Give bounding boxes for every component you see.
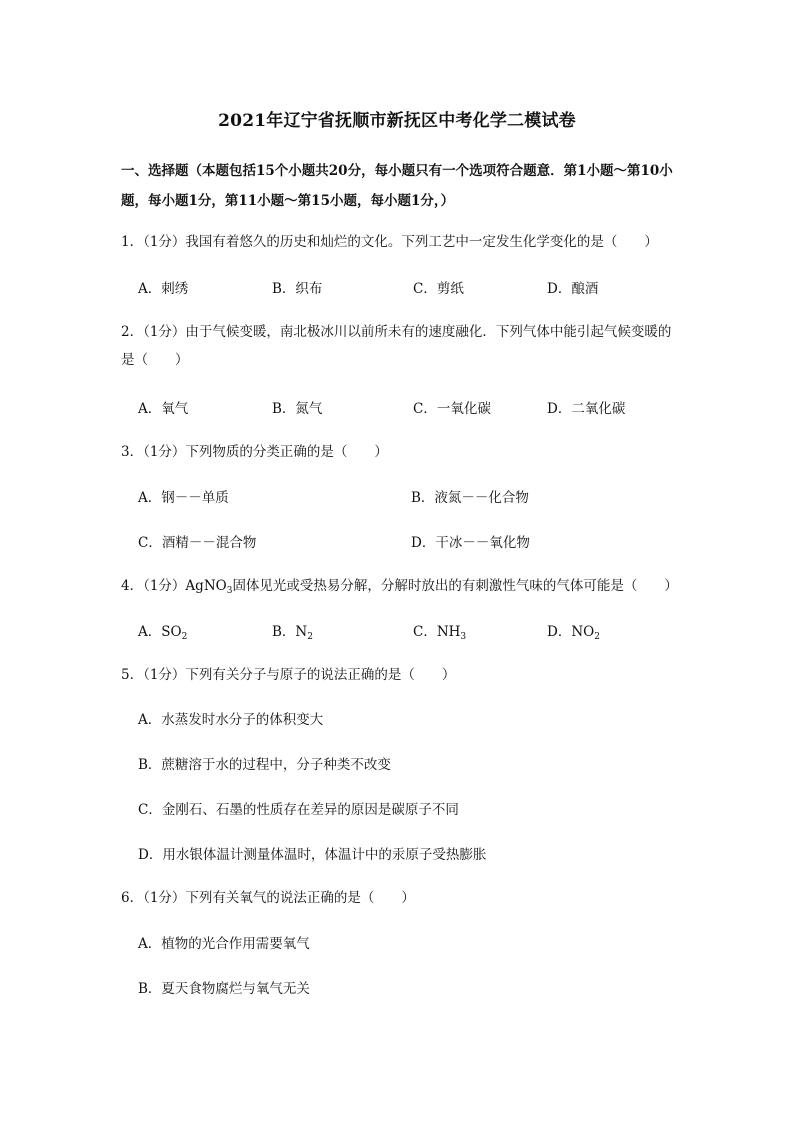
option-d: D．用水银体温计测量体温时，体温计中的汞原子受热膨胀: [138, 847, 487, 863]
option-d-subscript: 2: [594, 632, 600, 642]
option-d-text: D．NO: [547, 624, 595, 640]
option-c: C．一氧化碳: [413, 401, 491, 417]
question-6-stem: 6．（1分）下列有关氧气的说法正确的是（ ）: [121, 890, 415, 906]
question-1-stem: 1．（1分）我国有着悠久的历史和灿烂的文化。下列工艺中一定发生化学变化的是（ ）: [121, 234, 658, 250]
option-b: B．液氮－－化合物: [411, 490, 529, 506]
option-d: D．二氧化碳: [547, 401, 626, 417]
option-d: D．干冰－－氧化物: [411, 535, 530, 551]
stem-prefix: 4．（1分）AgNO: [121, 578, 227, 594]
option-b: B．织布: [272, 281, 323, 297]
option-a: A．氧气: [138, 401, 189, 417]
option-a-text: A．SO: [138, 624, 182, 640]
stem-suffix: 固体见光或受热易分解，分解时放出的有刺激性气味的气体可能是（ ）: [232, 578, 678, 594]
section-header: 一、选择题（本题包括15个小题共20分，每小题只有一个选项符合题意．第1小题～第10小题，每小题1分，第11小题～第15小题，每小题1分，）: [121, 163, 673, 209]
question-3-options-row2: [138, 531, 698, 555]
option-c: [413, 620, 466, 640]
option-a: [138, 620, 187, 640]
option-a: A．水蒸发时水分子的体积变大: [138, 712, 324, 728]
option-b-subscript: 2: [307, 632, 313, 642]
option-d: [547, 620, 600, 640]
option-b: B．夏天食物腐烂与氧气无关: [138, 981, 310, 997]
question-4-stem: [121, 572, 681, 600]
option-b: B．氮气: [272, 401, 323, 417]
option-c-subscript: 3: [460, 632, 467, 642]
page-title: 2021年辽宁省抚顺市新抚区中考化学二模试卷: [218, 111, 576, 131]
question-4-options: [138, 620, 698, 644]
question-5-stem: 5．（1分）下列有关分子与原子的说法正确的是（ ）: [121, 667, 456, 683]
option-d: D．酿酒: [547, 281, 599, 297]
question-3-options-row1: [138, 486, 698, 510]
option-a: A．刺绣: [138, 281, 189, 297]
option-a: A．钢－－单质: [138, 490, 229, 506]
option-c: C．酒精－－混合物: [138, 535, 257, 551]
option-b: [272, 620, 313, 640]
option-c-text: C．NH: [413, 624, 461, 640]
option-a-subscript: 2: [181, 632, 188, 642]
option-a: A．植物的光合作用需要氧气: [138, 936, 310, 952]
question-2-options: [138, 397, 698, 421]
stem-subscript: 3: [226, 586, 233, 596]
option-b: B．蔗糖溶于水的过程中，分子种类不改变: [138, 757, 391, 773]
option-b-text: B．N: [272, 624, 308, 640]
option-c: C．剪纸: [413, 281, 464, 297]
question-2-stem: 2．（1分）由于气候变暖，南北极冰川以前所未有的速度融化．下列气体中能引起气候变暖的是（ ）: [121, 324, 672, 368]
question-3-stem: 3．（1分）下列物质的分类正确的是（ ）: [121, 444, 388, 460]
option-c: C．金刚石、石墨的性质存在差异的原因是碳原子不同: [138, 802, 459, 818]
question-1-options: [138, 277, 698, 301]
